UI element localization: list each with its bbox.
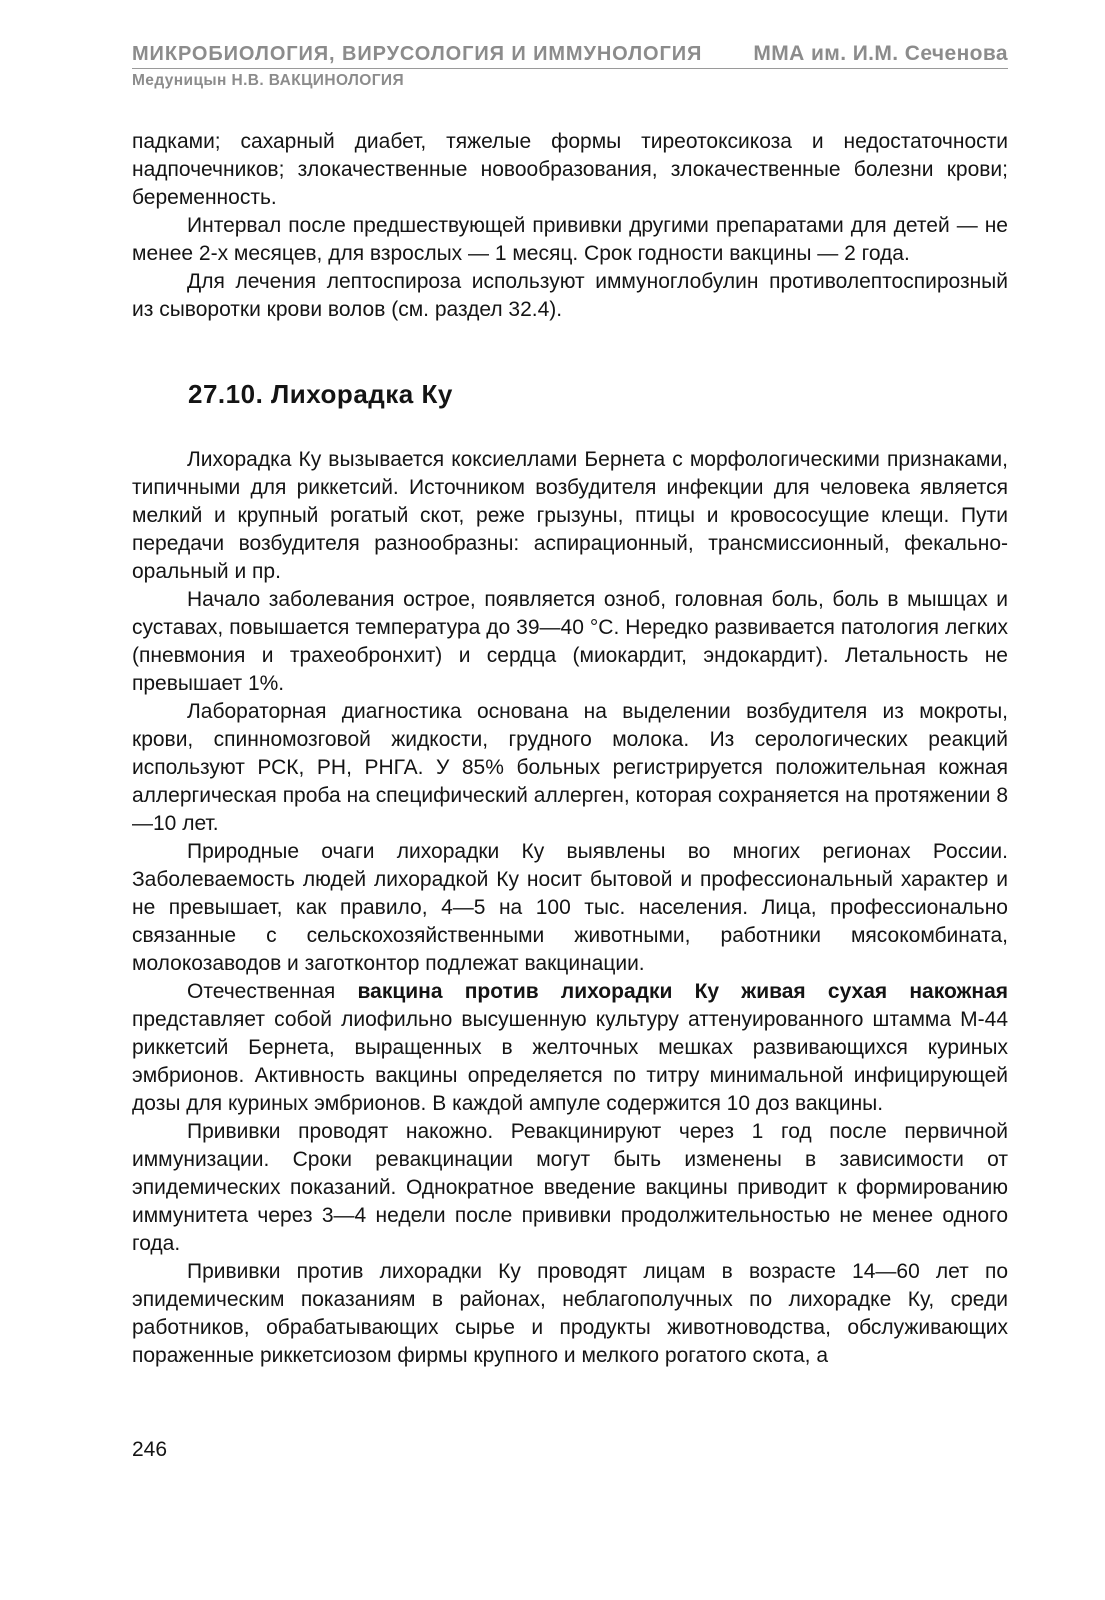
- vaccine-text-after: представляет собой лиофильно высушенную культуру аттенуированного штамма М-44 риккетсий Бернета, выращенных в желточных мешках развивающихся куриных эмбрионов. Активность вакцины определяется по титру минимальной инфицирующей дозы для куриных эмбрионов. В каждой ампуле содержится 10 доз вакцины.: [132, 1008, 1008, 1115]
- page-number: 246: [132, 1438, 168, 1461]
- paragraph-etiology: Лихорадка Ку вызывается коксиеллами Бернета с морфологическими признаками, типичными для риккетсий. Источником возбудителя инфекции для человека является мелкий и крупный рогатый скот, реже грызуны, птицы и кровососущие клещи. Пути передачи возбудителя разнообразны: аспирационный, трансмиссионный, фекально-оральный и пр.: [132, 448, 1008, 583]
- page-content: [132, 128, 1008, 1370]
- section-heading: 27.10. Лихорадка Ку: [188, 379, 453, 409]
- paragraph-epidemiology: Природные очаги лихорадки Ку выявлены во многих регионах России. Заболеваемость людей лихорадкой Ку носит бытовой и профессиональный характер и не превышает, как правило, 4—5 на 100 тыс. населения. Лица, профессионально связанные с сельскохозяйственными животными, работники мясокомбината, молокозаводов и заготконтор подлежат вакцинации.: [132, 840, 1008, 975]
- vaccine-name-bold: вакцина против лихорадки Ку живая сухая накожная: [357, 980, 1008, 1003]
- running-header: [132, 42, 1008, 98]
- paragraph-diagnostics: Лабораторная диагностика основана на выделении возбудителя из мокроты, крови, спинномозговой жидкости, грудного молока. Из серологических реакций используют РСК, РН, РНГА. У 85% больных регистрируется положительная кожная аллергическая проба на специфический аллерген, которая сохраняется на протяжении 8—10 лет.: [132, 700, 1008, 835]
- paragraph-indications: Прививки против лихорадки Ку проводят лицам в возрасте 14—60 лет по эпидемическим показаниям в районах, неблагополучных по лихорадке Ку, среди работников, обрабатывающих сырье и продукты животноводства, обслуживающих пораженные риккетсиозом фирмы крупного и мелкого рогатого скота, а: [132, 1260, 1008, 1367]
- header-institution: ММА им. И.М. Сеченова: [753, 42, 1008, 65]
- header-book-title: МИКРОБИОЛОГИЯ, ВИРУСОЛОГИЯ И ИММУНОЛОГИЯ: [132, 43, 703, 65]
- header-author-title: Медуницын Н.В. ВАКЦИНОЛОГИЯ: [132, 72, 405, 89]
- document-page: [132, 42, 1008, 1370]
- header-row: [132, 42, 1008, 69]
- paragraph-vaccine: [132, 978, 1008, 1118]
- paragraph-treatment: Для лечения лептоспироза используют иммуноглобулин противолептоспирозный из сыворотки крови волов (см. раздел 32.4).: [132, 270, 1008, 321]
- section-body: [132, 446, 1008, 1370]
- paragraph-interval: Интервал после предшествующей прививки другими препаратами для детей — не менее 2-х месяцев, для взрослых — 1 месяц. Срок годности вакцины — 2 года.: [132, 214, 1008, 265]
- paragraph-clinical: Начало заболевания острое, появляется озноб, головная боль, боль в мышцах и суставах, повышается температура до 39—40 °С. Нередко развивается патология легких (пневмония и трахеобронхит) и сердца (миокардит, эндокардит). Летальность не превышает 1%.: [132, 588, 1008, 695]
- paragraph-continuation: падками; сахарный диабет, тяжелые формы тиреотоксикоза и недостаточности надпочечников; злокачественные новообразования, злокачественные болезни крови; беременность.: [132, 130, 1008, 209]
- paragraph-revaccination: Прививки проводят накожно. Ревакцинируют через 1 год после первичной иммунизации. Сроки ревакцинации могут быть изменены в зависимости от эпидемических показаний. Однократное введение вакцины приводит к формированию иммунитета через 3—4 недели после прививки продолжительностью не менее одного года.: [132, 1120, 1008, 1255]
- vaccine-text-before: Отечественная: [187, 980, 358, 1003]
